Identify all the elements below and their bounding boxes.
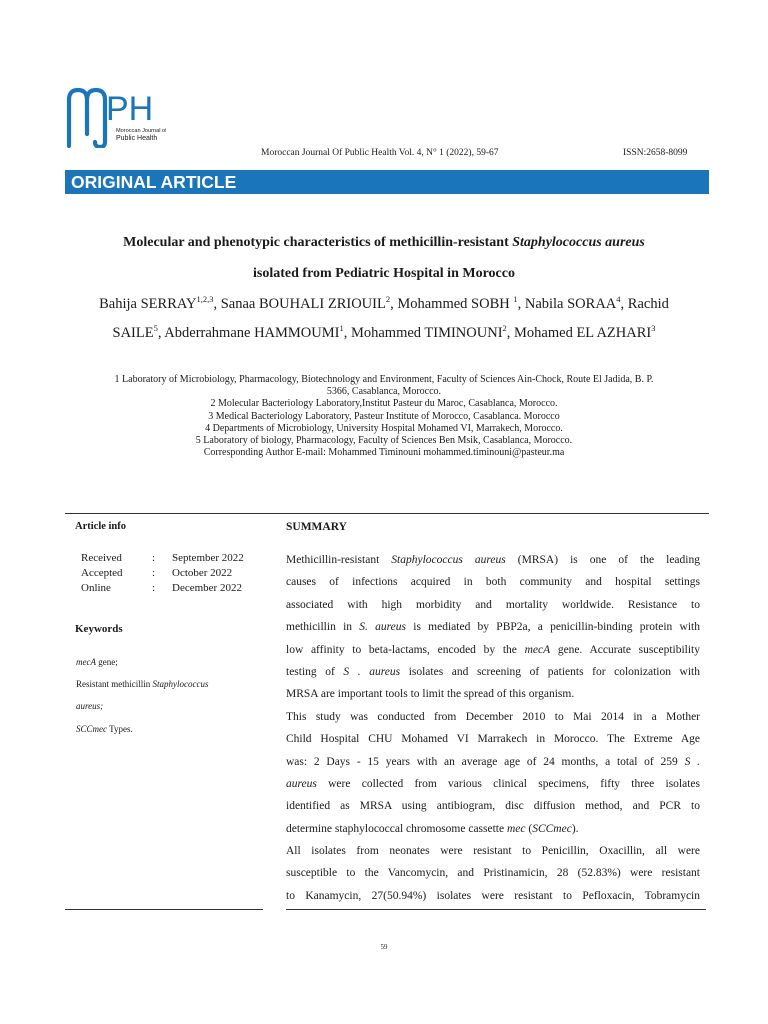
keywords-heading: Keywords: [75, 623, 123, 635]
affiliation-line: 5 Laboratory of biology, Pharmacology, Faculty of Sciences Ben Msik, Casablanca, Morocco.: [195, 435, 573, 447]
article-type-banner: [65, 170, 709, 194]
summary-text: ).: [571, 822, 579, 835]
affiliation-line: 4 Departments of Microbiology, University Hospital Mohamed VI, Marrakech, Morocco.: [205, 422, 563, 434]
summary-line: [286, 773, 700, 795]
summary-text: (: [525, 822, 533, 835]
summary-line: [286, 885, 700, 907]
affiliation-line: 1 Laboratory of Microbiology, Pharmacology, Biotechnology and Environment, Faculty of Sciences Ain-Chock, Route El Jadida, B. P.: [114, 374, 654, 385]
summary-text: determine staphylococcal chromosome cassette: [286, 822, 507, 835]
page-number: 59: [380, 943, 388, 951]
summary-italic-term: SCCmec: [532, 822, 572, 835]
journal-logo-mark: [66, 86, 166, 148]
logo-letters: PH: [106, 90, 154, 128]
summary-text: low affinity to beta-lactams, encoded by the: [286, 643, 525, 656]
summary-line: [286, 840, 700, 862]
summary-line: [286, 683, 700, 705]
author-first-name-fragment: Rachid: [627, 296, 669, 312]
summary-text: causes of infections acquired in both community and hospital settings: [286, 576, 700, 589]
author: Sanaa BOUHALI ZRIOUIL$^2$,: [220, 294, 398, 312]
summary-line: [286, 639, 700, 661]
summary-italic-term: mecA: [524, 643, 551, 656]
summary-line: [286, 862, 700, 884]
summary-text: were collected from various clinical specimens, fifty three isolates: [316, 777, 700, 790]
summary-italic-term: aureus: [286, 777, 317, 790]
column-end-rule: [65, 909, 263, 910]
summary-text: Child Hospital CHU Mohamed VI Marrakech in Morocco. The Extreme Age: [286, 733, 700, 746]
keyword-continuation: aureus;: [76, 701, 104, 711]
summary-heading: SUMMARY: [286, 521, 347, 533]
summary-text: MRSA are important tools to limit the spread of this organism.: [286, 688, 575, 701]
summary-italic-term: S .: [684, 755, 701, 768]
keyword: mecA gene;: [76, 657, 118, 667]
summary-line: [286, 751, 700, 773]
summary-text: was: 2 Days - 15 years with an average age of 24 months, a total of 259: [286, 755, 685, 768]
summary-italic-term: S. aureus: [359, 621, 407, 634]
author: Abderrahmane HAMMOUMI$^1$,: [164, 323, 351, 341]
author: Bahija SERRAY$^{1,2,3}$,: [99, 294, 221, 312]
keyword: Resistant methicillin Staphylococcus: [76, 679, 209, 689]
affiliations: [0, 374, 768, 459]
summary-text: to Kanamycin, 27(50.94%) isolates were resistant to Pefloxacin, Tobramycin: [286, 889, 700, 902]
issn: ISSN:2658-8099: [623, 148, 688, 158]
summary-text: This study was conducted from December 2010 to Mai 2014 in a Mother: [286, 710, 700, 723]
summary-italic-term: mec: [506, 822, 526, 835]
affiliation-line: 3 Medical Bacteriology Laboratory, Pasteur Institute of Morocco, Casablanca. Morocco: [208, 410, 560, 422]
summary-text: associated with high morbidity and mortality worldwide. Resistance to: [286, 598, 700, 611]
summary-line: [286, 594, 700, 616]
article-title-line-2: isolated from Pediatric Hospital in Morocco: [253, 266, 515, 281]
author: Mohammed TIMINOUNI$^2$,: [350, 323, 515, 341]
author-list-line-1: [0, 296, 768, 313]
summary-text: isolates and screening of patients for colonization with: [400, 665, 700, 678]
column-end-rule: [286, 909, 706, 910]
summary-text: identified as MRSA using antibiogram, disc diffusion method, and PCR to: [286, 800, 700, 813]
summary-body: [286, 549, 700, 907]
summary-line: [286, 616, 700, 638]
summary-text: testing of: [286, 665, 344, 678]
author-last-name-fragment: SAILE: [112, 325, 154, 341]
summary-italic-term: Staphylococcus aureus: [391, 554, 506, 566]
journal-logo: [66, 86, 166, 148]
summary-text: All isolates from neonates were resistant to Penicillin, Oxacillin, all were: [286, 845, 700, 858]
article-info-heading: Article info: [75, 521, 127, 532]
summary-text: susceptible to the Vancomycin, and Pristinamicin, 28 (52.83%) were resistant: [286, 867, 700, 880]
summary-italic-term: S . aureus: [343, 665, 401, 678]
affiliation-line: 5366, Casablanca, Morocco.: [326, 386, 442, 398]
summary-line: [286, 549, 700, 571]
article-type-label: ORIGINAL ARTICLE: [71, 172, 237, 192]
summary-line: [286, 706, 700, 728]
summary-text: Methicillin-resistant: [286, 554, 392, 566]
logo-line-1: Moroccan Journal of: [116, 128, 166, 134]
logo-line-2: Public Health: [116, 135, 158, 142]
author: Mohammed SOBH $^1$,: [397, 294, 525, 312]
title-text: Molecular and phenotypic characteristics of methicillin-resistant: [123, 235, 513, 250]
keyword: SCCmec Types.: [76, 724, 133, 734]
summary-text: gene. Accurate susceptibility: [550, 643, 700, 656]
author: Nabila SORAA$^4$,: [524, 294, 628, 312]
running-header: Moroccan Journal Of Public Health Vol. 4, N° 1 (2022), 59-67: [261, 148, 499, 158]
article-title-line-1: [0, 235, 768, 251]
summary-line: [286, 795, 700, 817]
summary-text: methicillin in: [286, 621, 360, 634]
author-list-line-2: SAILE$^5$, Abderrahmane HAMMOUMI$^1$, Mohammed TIMINOUNI$^2$, Mohamed EL AZHARI$^3$: [112, 323, 656, 341]
summary-line: [286, 661, 700, 683]
summary-line: [286, 728, 700, 750]
summary-text: is mediated by PBP2a, a penicillin-binding protein with: [406, 621, 700, 634]
section-divider: [65, 513, 709, 514]
corresponding-author: Corresponding Author E-mail: Mohammed Timinouni mohammed.timinouni@pasteur.ma: [203, 447, 565, 459]
summary-text: (MRSA) is one of the leading: [505, 554, 700, 566]
summary-line: [286, 818, 700, 840]
affiliation-line: 2 Molecular Bacteriology Laboratory,Institut Pasteur du Maroc, Casablanca, Morocco.: [210, 398, 558, 410]
title-organism: Staphylococcus aureus: [512, 235, 645, 250]
summary-line: [286, 571, 700, 593]
author: Mohamed EL AZHARI$^3$: [514, 323, 656, 341]
